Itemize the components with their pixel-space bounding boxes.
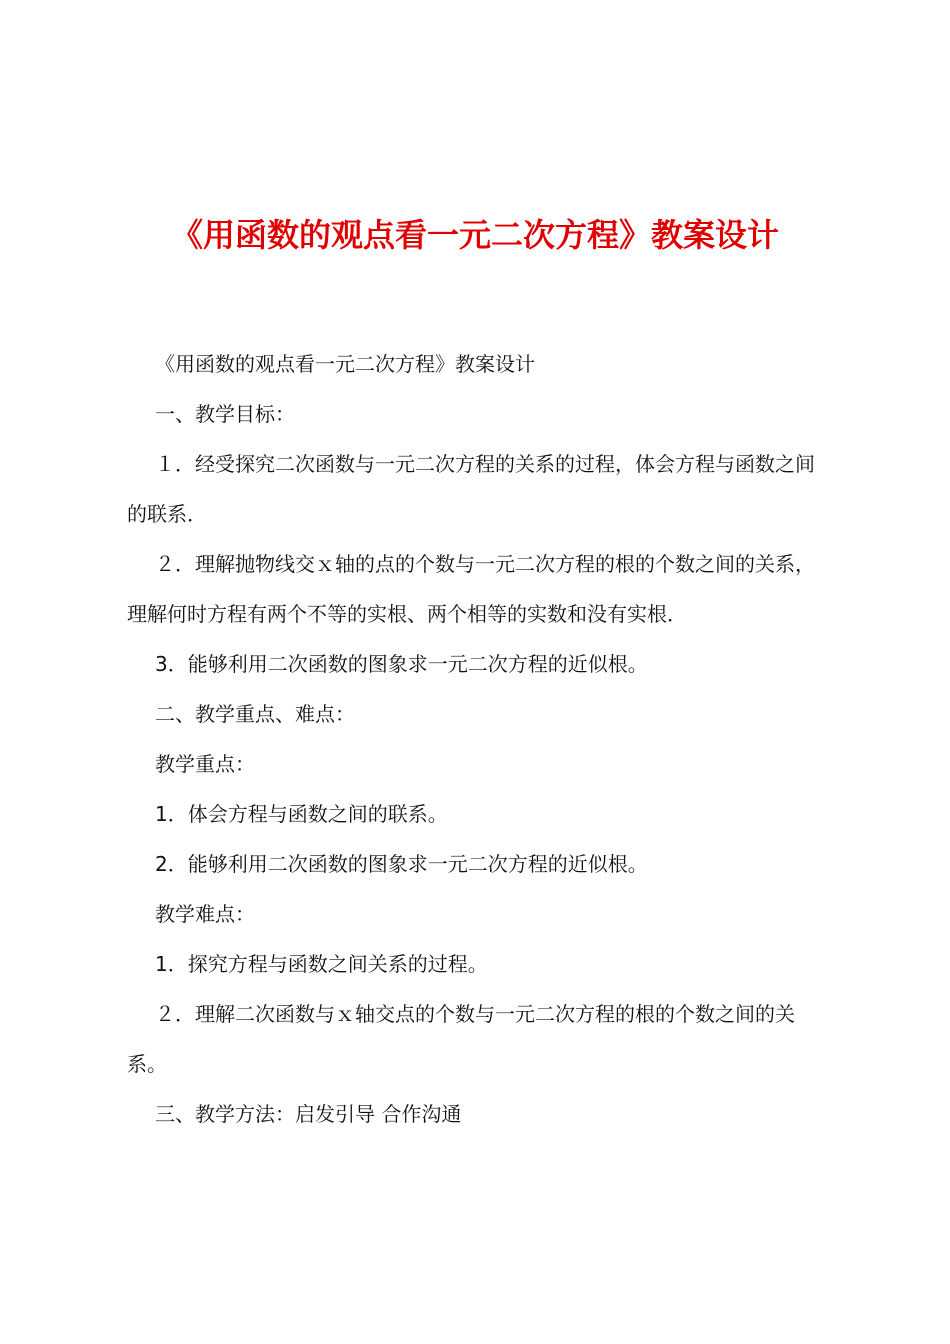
paragraph-objective-1: １．经受探究二次函数与一元二次方程的关系的过程，体会方程与函数之间的联系． xyxy=(127,452,815,526)
paragraph-objective-3: 3．能够利用二次函数的图象求一元二次方程的近似根。 xyxy=(155,652,648,676)
document-title: 《用函数的观点看一元二次方程》教案设计 xyxy=(170,216,779,254)
paragraph-section-key-points: 二、教学重点、难点： xyxy=(155,702,355,726)
paragraph-key-points-heading: 教学重点： xyxy=(155,752,255,776)
paragraph-section-objectives: 一、教学目标： xyxy=(155,402,295,426)
paragraph-key-point-1: 1．体会方程与函数之间的联系。 xyxy=(155,802,448,826)
paragraph-objective-2: ２．理解抛物线交ｘ轴的点的个数与一元二次方程的根的个数之间的关系，理解何时方程有两个不等的实根、两个相等的实数和没有实根． xyxy=(127,552,815,626)
paragraph-key-point-2: 2．能够利用二次函数的图象求一元二次方程的近似根。 xyxy=(155,852,648,876)
paragraph-difficulty-1: 1．探究方程与函数之间关系的过程。 xyxy=(155,952,488,976)
paragraph-difficulty-2: ２．理解二次函数与ｘ轴交点的个数与一元二次方程的根的个数之间的关系。 xyxy=(127,1002,795,1076)
paragraph-section-methods: 三、教学方法：启发引导 合作沟通 xyxy=(155,1102,462,1126)
paragraph-difficulties-heading: 教学难点： xyxy=(155,902,255,926)
document-body xyxy=(127,339,833,1139)
paragraph-subtitle: 《用函数的观点看一元二次方程》教案设计 xyxy=(155,352,535,376)
